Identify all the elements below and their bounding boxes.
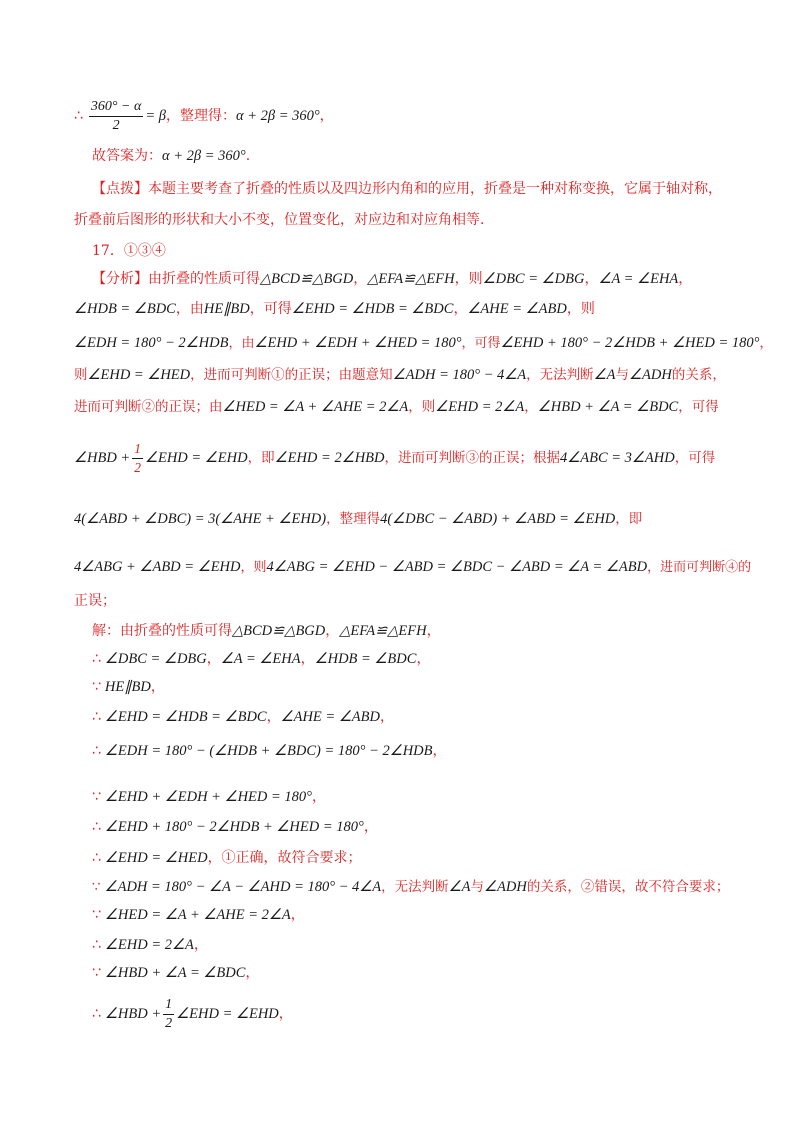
equation: ∠HBD + ∠A = ∠BDC	[537, 399, 679, 415]
because-symbol: ∵	[92, 907, 101, 923]
line-3	[92, 178, 760, 200]
answer-label: 故答案为：	[92, 148, 162, 164]
text: ，	[453, 301, 468, 317]
equation: ∠A = ∠EHA	[598, 271, 679, 287]
line-15	[92, 620, 760, 642]
equation: ∠ADH	[629, 367, 672, 383]
equation: ∠EDH = 180° − (∠HDB + ∠BDC) = 180° − 2∠HDB	[104, 743, 433, 759]
line-4	[74, 209, 760, 231]
equation: HE∥BD	[104, 679, 151, 695]
text: ，	[150, 679, 165, 695]
equation: ∠ADH	[484, 879, 527, 895]
fraction-numerator: 1	[132, 440, 143, 459]
text: 正误；	[74, 593, 116, 609]
equation: ∠EHD = ∠EHD	[176, 1006, 279, 1022]
equation: ∠DBC = ∠DBG	[482, 271, 585, 287]
text: ，	[380, 709, 394, 725]
text: ，则	[408, 399, 436, 415]
therefore-symbol: ∴	[92, 651, 101, 667]
equation: ∠EHD + ∠EDH + ∠HED = 180°	[104, 789, 312, 805]
text: ，	[584, 271, 599, 287]
line-17	[92, 676, 760, 698]
text: 进而可判断②的正误；由	[74, 399, 223, 415]
equation: ∠EHD = 2∠A	[435, 399, 525, 415]
line-10	[74, 396, 760, 418]
equation: ∠HBD +	[104, 1006, 162, 1022]
fraction	[132, 440, 143, 477]
text: ，由	[228, 336, 255, 351]
because-symbol: ∵	[92, 879, 101, 895]
because-symbol: ∵	[92, 789, 101, 805]
line-16	[92, 648, 760, 670]
equation: ∠EHD = ∠HED	[104, 850, 208, 866]
equation: ∠EHD = 2∠HBD	[274, 450, 385, 466]
equation: ∠HED = ∠A + ∠AHE = 2∠A	[222, 399, 409, 415]
equation: ∠EDH = 180° − 2∠HDB	[74, 335, 229, 351]
text: ，	[290, 907, 305, 923]
text: ，	[759, 336, 773, 351]
equation: ∠HBD +	[74, 450, 131, 466]
equation: ∠EHD + 180° − 2∠HDB + ∠HED = 180°	[500, 335, 760, 351]
fraction	[163, 996, 174, 1033]
equation: ∠EHD + 180° − 2∠HDB + ∠HED = 180°	[104, 819, 364, 835]
therefore-symbol: ∴	[92, 743, 101, 759]
equation: 4(∠ABD + ∠DBC) = 3(∠AHE + ∠EHD)	[74, 511, 327, 527]
text: ，	[300, 651, 315, 667]
equation: ∠ADH = 180° − 4∠A	[392, 367, 527, 383]
fraction-denominator: 2	[112, 117, 120, 133]
line-13	[74, 556, 760, 579]
fraction-numerator: 1	[163, 996, 174, 1015]
text: ，	[363, 819, 378, 835]
equation: ∠AHE = ∠ABD	[280, 709, 380, 725]
therefore-symbol: ∴	[92, 1006, 101, 1022]
text: ，	[432, 743, 447, 759]
text: ，	[426, 623, 441, 639]
line-18	[92, 706, 760, 728]
text: ，可得	[249, 301, 292, 317]
equation: ∠DBC = ∠DBG	[104, 651, 207, 667]
line-2	[92, 145, 760, 167]
fraction-denominator: 2	[165, 1015, 173, 1031]
therefore-symbol: ∴	[92, 709, 101, 725]
text: ，	[193, 937, 208, 953]
text: ，由	[175, 301, 204, 317]
text: ，	[325, 623, 340, 639]
equation: △EFA≌△EFH	[367, 271, 455, 287]
line-7	[74, 298, 760, 320]
equation: ∠EHD = ∠HED	[87, 367, 191, 383]
line-27	[92, 994, 760, 1034]
equation: ∠A = ∠EHA	[220, 651, 301, 667]
text: ，则	[566, 301, 595, 317]
equation: ∠ADH = 180° − ∠A − ∠AHD = 180° − 4∠A	[104, 879, 382, 895]
equation: ∠EHD + ∠EDH + ∠HED = 180°	[254, 335, 462, 351]
text: 则	[74, 367, 88, 383]
fraction-denominator: 2	[134, 460, 141, 475]
text: ，进而可判断③的正误；根据	[384, 450, 560, 466]
fraction-numerator: 360° − α	[89, 98, 143, 117]
equation: ∠AHE = ∠ABD	[467, 301, 567, 317]
equation: ∠EHD = ∠HDB = ∠BDC	[104, 709, 267, 725]
line-5	[92, 240, 760, 262]
fraction	[89, 98, 143, 135]
text: ，整理得	[326, 511, 381, 527]
text: ，进而可判断①的正误；由题意知	[190, 367, 393, 383]
line-21	[92, 816, 760, 838]
line-8	[74, 332, 773, 355]
text: ，则	[240, 560, 267, 575]
line-24	[92, 904, 760, 926]
text: ，	[206, 651, 221, 667]
text: 的关系，②错误，故不符合要求；	[526, 879, 730, 895]
text: ，	[278, 1006, 293, 1022]
line-9	[74, 364, 760, 386]
text: 解：由折叠的性质可得	[92, 623, 232, 639]
text: ，	[416, 651, 431, 667]
text: 与	[470, 879, 485, 895]
line-14	[74, 590, 760, 612]
line-26	[92, 962, 760, 984]
because-symbol: ∵	[92, 965, 101, 981]
equation: α + 2β = 360°	[162, 148, 246, 164]
text: ，	[245, 965, 260, 981]
text: ，进而可判断④的	[647, 560, 752, 575]
therefore-symbol: ∴	[92, 850, 101, 866]
line-1	[74, 96, 760, 136]
equation: ∠HDB = ∠BDC	[74, 301, 176, 317]
equation: 4(∠DBC − ∠ABD) + ∠ABD = ∠EHD	[380, 511, 616, 527]
equation: △EFA≌△EFH	[339, 623, 427, 639]
text: ，可得	[674, 450, 716, 466]
equation: ∠HED = ∠A + ∠AHE = 2∠A	[104, 907, 291, 923]
line-12	[74, 508, 760, 530]
equation: △BCD≌△BGD	[232, 623, 326, 639]
line-19	[92, 740, 760, 762]
tip-text: 折叠前后图形的形状和大小不变，位置变化，对应边和对应角相等.	[74, 212, 485, 228]
text: ，无法判断	[381, 879, 449, 895]
text: ，	[353, 271, 368, 287]
line-11	[74, 438, 760, 478]
line-23	[92, 876, 760, 898]
equation: ∠EHD = ∠EHD	[144, 450, 248, 466]
text: ，即	[247, 450, 275, 466]
text: ，	[678, 271, 693, 287]
equation: = β	[145, 108, 166, 124]
because-symbol: ∵	[92, 679, 101, 695]
text: 与	[615, 367, 630, 383]
text: ，	[311, 789, 326, 805]
text: ，	[266, 709, 281, 725]
equation: 4∠ABG = ∠EHD − ∠ABD = ∠BDC − ∠ABD = ∠A = ∠ABD	[266, 559, 648, 575]
question-number: 17．①③④	[92, 243, 166, 259]
tip-text: 【点拨】本题主要考查了折叠的性质以及四边形内角和的应用，折叠是一种对称变换，它属于轴对称，	[92, 181, 722, 197]
text: ，	[319, 108, 334, 124]
equation: HE∥BD	[203, 301, 250, 317]
equation: α + 2β = 360°	[235, 108, 320, 124]
equation: ∠A	[593, 367, 616, 383]
line-22	[92, 847, 760, 869]
equation: 4∠ABC = 3∠AHD	[560, 450, 675, 466]
equation: ∠HBD + ∠A = ∠BDC	[104, 965, 246, 981]
text: 【分析】由折叠的性质可得	[92, 271, 260, 287]
text: ，	[524, 399, 538, 415]
equation: ∠A	[448, 879, 471, 895]
text: 的关系，	[671, 367, 726, 383]
equation: 4∠ABG + ∠ABD = ∠EHD	[74, 559, 241, 575]
equation: ∠EHD = ∠HDB = ∠BDC	[291, 301, 454, 317]
equation: ∠EHD = 2∠A	[104, 937, 194, 953]
text: ，无法判断	[526, 367, 594, 383]
text: ，可得	[461, 336, 501, 351]
text: ，可得	[678, 399, 719, 415]
equation: ∠HDB = ∠BDC	[314, 651, 417, 667]
line-6	[92, 268, 760, 290]
equation: △BCD≌△BGD	[260, 271, 354, 287]
line-25	[92, 934, 760, 956]
text: ，整理得：	[165, 108, 236, 124]
text: ，则	[454, 271, 483, 287]
text: .	[245, 148, 251, 164]
text: ，①正确，故符合要求；	[207, 850, 362, 866]
therefore-symbol: ∴	[74, 108, 83, 124]
therefore-symbol: ∴	[92, 819, 101, 835]
text: ，即	[615, 511, 643, 527]
line-20	[92, 786, 760, 808]
therefore-symbol: ∴	[92, 937, 101, 953]
